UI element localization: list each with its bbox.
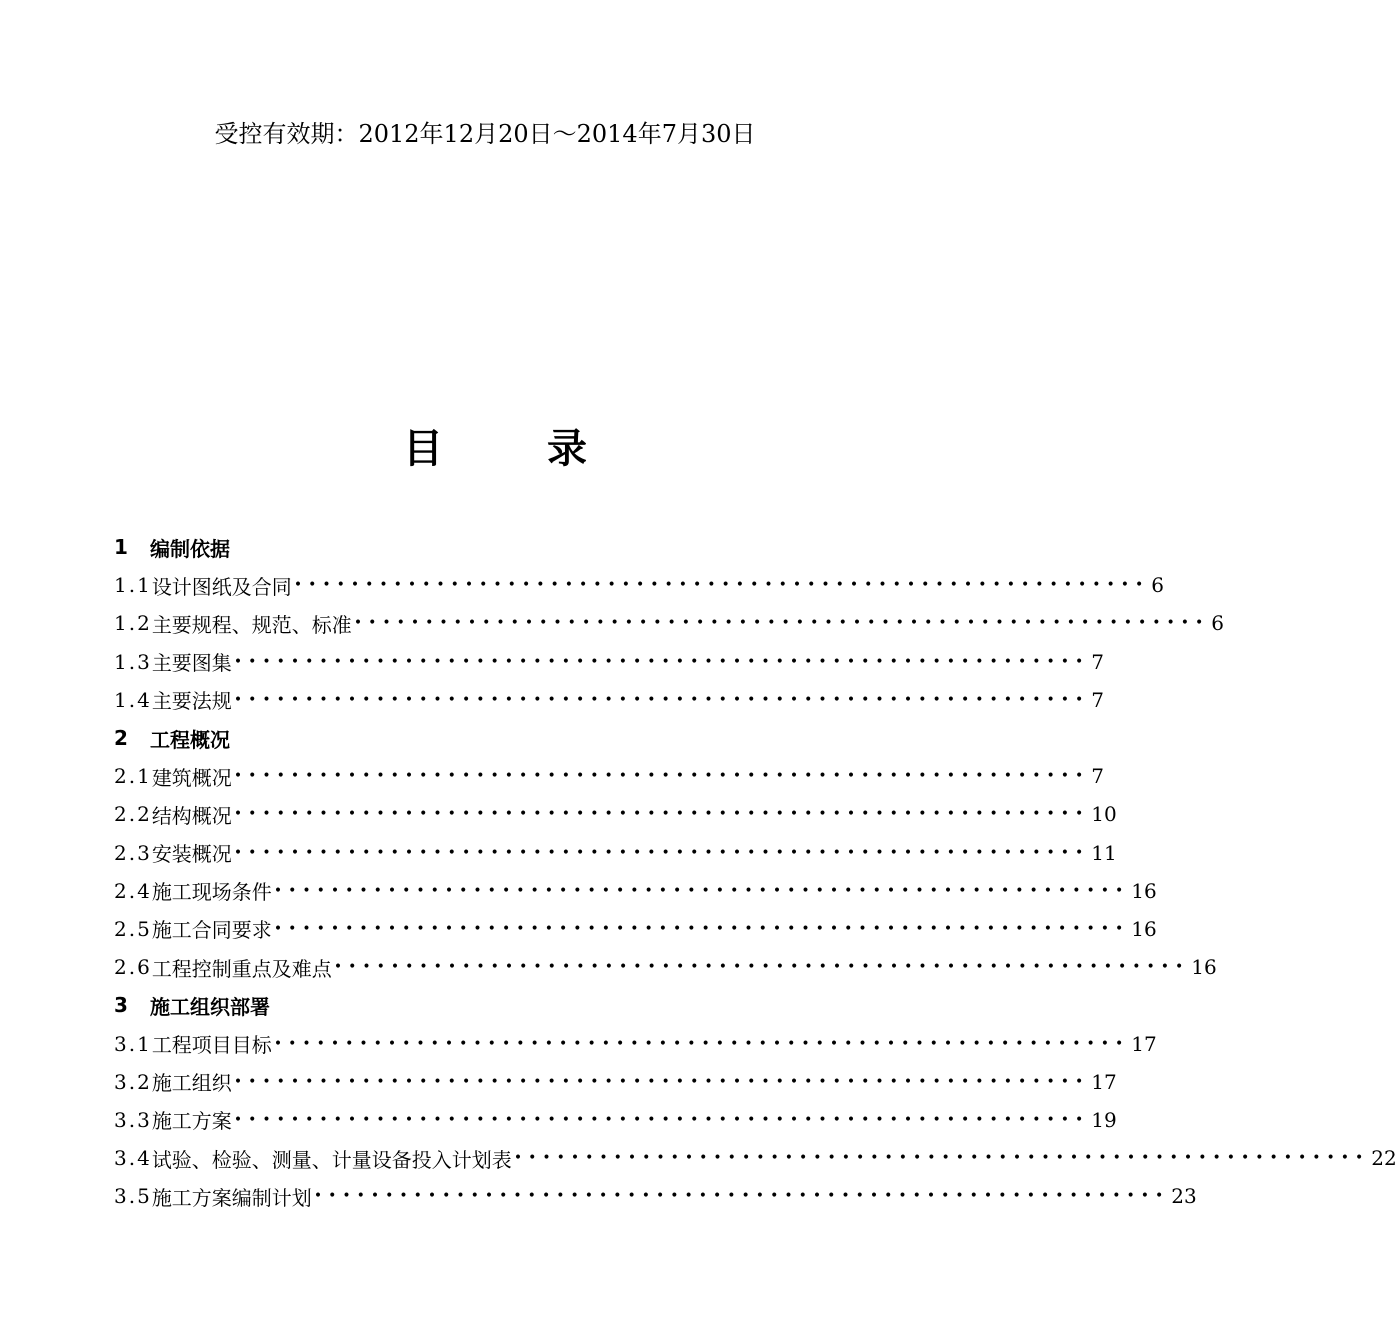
toc-item-2-1[interactable] bbox=[114, 757, 1105, 795]
toc-page-number: 22 bbox=[1371, 1146, 1397, 1171]
toc-leader-dots: •••••••••••••••••••••••••••••••••••••••••••••••••••••••••••• bbox=[233, 653, 1090, 670]
toc-item-2-3[interactable] bbox=[114, 834, 1117, 872]
toc-item-number: 3.2 bbox=[114, 1069, 152, 1094]
toc-item-title: 结构概况 bbox=[151, 803, 232, 828]
toc-item-title: 主要法规 bbox=[151, 689, 232, 714]
toc-item-2-6[interactable] bbox=[114, 948, 1217, 986]
toc-item-title: 试验、检验、测量、计量设备投入计划表 bbox=[151, 1147, 512, 1172]
toc-item-number: 2.4 bbox=[114, 878, 152, 903]
toc-leader-dots: •••••••••••••••••••••••••••••••••••••••••••••••••••••••••••• bbox=[233, 1111, 1090, 1128]
toc-page-number: 11 bbox=[1091, 840, 1117, 865]
toc-item-number: 3.3 bbox=[114, 1107, 152, 1132]
toc-leader-dots: •••••••••••••••••••••••••••••••••••••••••••••••••••••••••••• bbox=[233, 844, 1090, 861]
toc-item-title: 施工方案 bbox=[151, 1109, 232, 1134]
toc-item-number: 2.6 bbox=[114, 955, 152, 980]
toc-item-number: 1.3 bbox=[114, 649, 152, 674]
toc-item-number: 3.1 bbox=[114, 1031, 152, 1056]
toc-page-number: 16 bbox=[1131, 878, 1157, 903]
toc-item-title: 施工组织 bbox=[151, 1071, 232, 1096]
toc-item-number: 1.4 bbox=[114, 687, 152, 712]
toc-item-title: 主要规程、规范、标准 bbox=[151, 612, 352, 637]
toc-item-number: 1.1 bbox=[114, 573, 152, 598]
toc-item-title: 工程项目目标 bbox=[151, 1033, 272, 1058]
toc-item-title: 主要图集 bbox=[151, 651, 232, 676]
toc-page-number: 16 bbox=[1191, 955, 1217, 980]
toc-leader-dots: •••••••••••••••••••••••••••••••••••••••••••••••••••••••••••• bbox=[273, 882, 1130, 899]
toc-page-number: 7 bbox=[1091, 764, 1105, 789]
validity-period-text: 受控有效期：2012年12月20日～2014年7月30日 bbox=[214, 120, 756, 148]
toc-item-number: 2.5 bbox=[114, 916, 152, 941]
toc-page-number: 23 bbox=[1171, 1184, 1197, 1209]
toc-item-title: 工程控制重点及难点 bbox=[151, 956, 332, 981]
toc-page-number: 19 bbox=[1091, 1107, 1117, 1132]
toc-leader-dots: •••••••••••••••••••••••••••••••••••••••••••••••••••••••••••• bbox=[273, 1035, 1130, 1052]
toc-section-title: 工程概况 bbox=[150, 727, 230, 752]
toc-title-char-1: 目 bbox=[403, 426, 443, 472]
toc-item-number: 3.5 bbox=[114, 1184, 152, 1209]
toc-section-number: 2 bbox=[114, 726, 130, 751]
toc-section-3[interactable] bbox=[114, 986, 834, 1024]
toc-item-title: 建筑概况 bbox=[151, 765, 232, 790]
toc-item-number: 2.3 bbox=[114, 840, 152, 865]
toc-item-number: 2.2 bbox=[114, 802, 152, 827]
toc-section-title: 编制依据 bbox=[150, 536, 230, 561]
toc-page-number: 7 bbox=[1091, 687, 1105, 712]
toc-item-number: 1.2 bbox=[114, 611, 152, 636]
toc-leader-dots: •••••••••••••••••••••••••••••••••••••••••••••••••••••••••••• bbox=[513, 1150, 1370, 1167]
toc-item-3-3[interactable] bbox=[114, 1101, 1117, 1139]
toc-page-number: 6 bbox=[1151, 573, 1165, 598]
toc-page-number: 7 bbox=[1091, 649, 1105, 674]
toc-item-1-2[interactable] bbox=[114, 604, 1225, 642]
toc-page-number: 16 bbox=[1131, 916, 1157, 941]
toc-page-number: 10 bbox=[1091, 802, 1117, 827]
toc-item-1-4[interactable] bbox=[114, 681, 1105, 719]
toc-item-title: 设计图纸及合同 bbox=[151, 574, 292, 599]
toc-item-3-2[interactable] bbox=[114, 1063, 1117, 1101]
toc-leader-dots: •••••••••••••••••••••••••••••••••••••••••••••••••••••••••••• bbox=[333, 959, 1190, 976]
toc-item-title: 施工合同要求 bbox=[151, 918, 272, 943]
toc-page-number: 17 bbox=[1131, 1031, 1157, 1056]
toc-item-2-2[interactable] bbox=[114, 795, 1117, 833]
toc-item-title: 施工方案编制计划 bbox=[151, 1185, 312, 1210]
toc-item-2-4[interactable] bbox=[114, 872, 1157, 910]
toc-leader-dots: •••••••••••••••••••••••••••••••••••••••••••••••••••••••••••• bbox=[233, 691, 1090, 708]
toc-item-3-5[interactable] bbox=[114, 1177, 1197, 1215]
toc-leader-dots: •••••••••••••••••••••••••••••••••••••••••••••••••••••••••••• bbox=[353, 615, 1210, 632]
toc-section-1[interactable] bbox=[114, 528, 834, 566]
toc-item-3-4[interactable] bbox=[114, 1139, 1397, 1177]
toc-leader-dots: •••••••••••••••••••••••••••••••••••••••••••••••••••••••••••• bbox=[233, 1073, 1090, 1090]
table-of-contents bbox=[114, 528, 1397, 1215]
toc-leader-dots: •••••••••••••••••••••••••••••••••••••••••••••••••••••••••••• bbox=[313, 1188, 1170, 1205]
toc-item-1-1[interactable] bbox=[114, 566, 1165, 604]
toc-item-2-5[interactable] bbox=[114, 910, 1157, 948]
toc-title bbox=[0, 424, 990, 474]
toc-page-number: 6 bbox=[1211, 611, 1225, 636]
toc-item-number: 3.4 bbox=[114, 1146, 152, 1171]
toc-section-title: 施工组织部署 bbox=[150, 994, 270, 1019]
toc-item-title: 施工现场条件 bbox=[151, 880, 272, 905]
toc-leader-dots: •••••••••••••••••••••••••••••••••••••••••••••••••••••••••••• bbox=[233, 768, 1090, 785]
toc-leader-dots: •••••••••••••••••••••••••••••••••••••••••••••••••••••••••••• bbox=[273, 920, 1130, 937]
toc-item-number: 2.1 bbox=[114, 764, 152, 789]
toc-section-number: 3 bbox=[114, 993, 130, 1018]
toc-page-number: 17 bbox=[1091, 1069, 1117, 1094]
toc-section-number: 1 bbox=[114, 535, 130, 560]
toc-item-title: 安装概况 bbox=[151, 842, 232, 867]
toc-item-3-1[interactable] bbox=[114, 1024, 1157, 1062]
toc-leader-dots: •••••••••••••••••••••••••••••••••••••••••••••••••••••••••••• bbox=[293, 577, 1150, 594]
toc-item-1-3[interactable] bbox=[114, 643, 1105, 681]
toc-title-char-2: 录 bbox=[547, 426, 587, 472]
toc-leader-dots: •••••••••••••••••••••••••••••••••••••••••••••••••••••••••••• bbox=[233, 806, 1090, 823]
toc-section-2[interactable] bbox=[114, 719, 834, 757]
